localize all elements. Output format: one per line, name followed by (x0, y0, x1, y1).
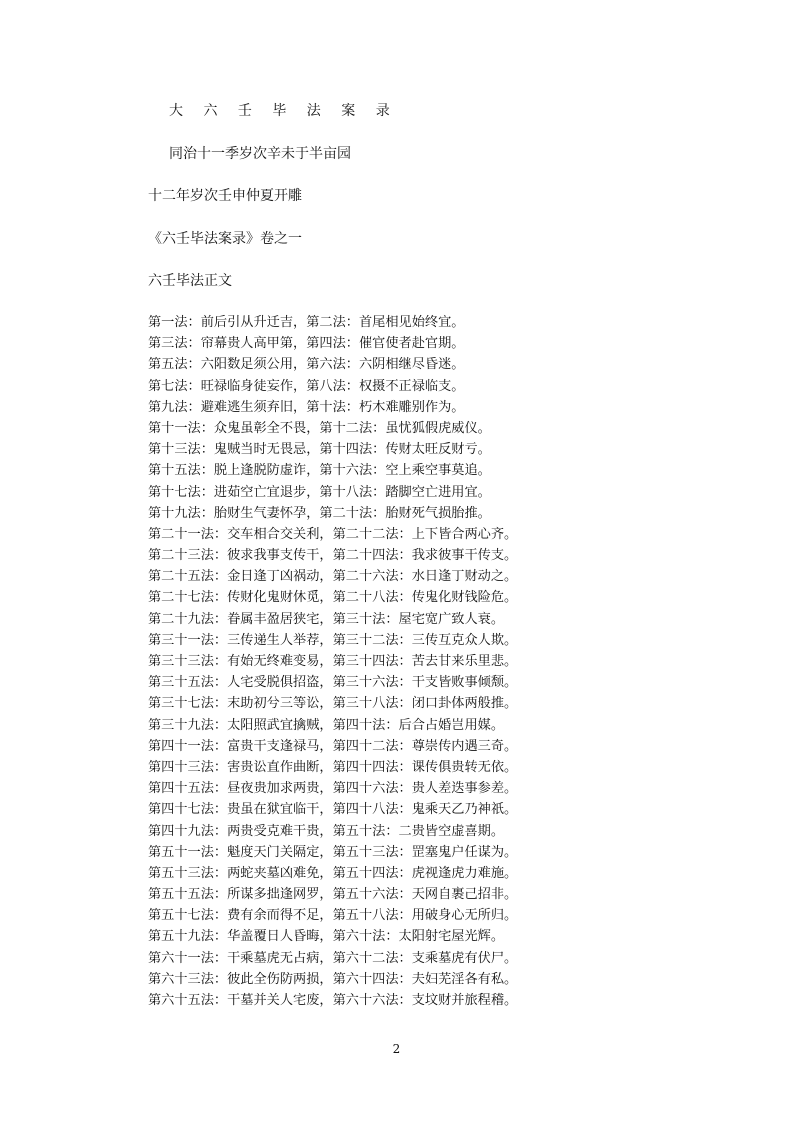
rule-line: 第二十一法：交车相合交关利，第二十二法：上下皆合两心齐。 (148, 526, 518, 542)
rule-line: 第六十一法：干乘墓虎无占病，第六十二法：支乘墓虎有伏尸。 (148, 950, 518, 966)
rule-line: 第三十一法：三传递生人举荐，第三十二法：三传互克众人欺。 (148, 632, 518, 648)
rule-line: 第六十三法：彼此全伤防两损，第六十四法：夫妇芜淫各有私。 (148, 971, 518, 987)
rule-line: 第九法：避难逃生须弃旧，第十法：朽木难雕别作为。 (148, 399, 465, 415)
rule-line: 第四十九法：两贵受克难干贵，第五十法：二贵皆空虚喜期。 (148, 823, 505, 839)
document-title: 大 六 壬 毕 法 案 录 (169, 103, 398, 119)
rule-line: 第三十七法：末助初兮三等讼，第三十八法：闭口卦体两般推。 (148, 696, 518, 712)
rule-line: 第十一法：众鬼虽彰全不畏，第十二法：虽忧狐假虎威仪。 (148, 420, 491, 436)
rule-line: 第十五法：脱上逢脱防虚诈，第十六法：空上乘空事莫追。 (148, 463, 491, 479)
rule-line: 第五十七法：费有余而得不足，第五十八法：用破身心无所归。 (148, 908, 518, 924)
rule-line: 第三十三法：有始无终难变易，第三十四法：苦去甘来乐里悲。 (148, 654, 518, 669)
volume-heading: 《六壬毕法案录》卷之一 (148, 231, 302, 247)
page-number: 2 (392, 1042, 401, 1056)
rule-line: 第二十九法：眷属丰盈居狭宅，第三十法：屋宅宽广致人衰。 (148, 611, 505, 627)
rule-line: 第四十三法：害贵讼直作曲断，第四十四法：课传俱贵转无依。 (148, 759, 518, 775)
rule-line: 第十九法：胎财生气妻怀孕，第二十法：胎财死气损胎推。 (148, 505, 491, 521)
rule-line: 第十七法：进茹空亡宜退步，第十八法：踏脚空亡进用宜。 (148, 484, 491, 500)
imprint-line: 同治十一季岁次辛未于半亩园 (169, 146, 351, 162)
section-heading: 六壬毕法正文 (148, 273, 232, 289)
rule-line: 第四十一法：富贵干支逢禄马，第四十二法：尊崇传内遇三奇。 (148, 738, 518, 754)
rule-line: 第五十九法：华盖覆日人昏晦，第六十法：太阳射宅屋光辉。 (148, 929, 505, 945)
rule-line: 第五十三法：两蛇夹墓凶难免，第五十四法：虎视逢虎力难施。 (148, 865, 518, 881)
engraving-line: 十二年岁次壬申仲夏开雕 (148, 188, 302, 204)
rule-line: 第五十五法：所谋多拙逢网罗，第五十六法：天网自裹己招非。 (148, 887, 518, 903)
rule-line: 第二十五法：金日逢丁凶祸动，第二十六法：水日逢丁财动之。 (148, 569, 518, 585)
rule-line: 第一法：前后引从升迁吉，第二法：首尾相见始终宜。 (148, 315, 465, 330)
rule-line: 第四十七法：贵虽在狱宜临干，第四十八法：鬼乘天乙乃神祇。 (148, 802, 518, 818)
rules-list (148, 312, 568, 1011)
rule-line: 第三法：帘幕贵人高甲第，第四法：催官使者赴官期。 (148, 336, 465, 352)
rule-line: 第十三法：鬼贼当时无畏忌，第十四法：传财太旺反财亏。 (148, 442, 491, 458)
rule-line: 第二十三法：彼求我事支传干，第二十四法：我求彼事干传支。 (148, 548, 518, 564)
rule-line: 第四十五法：昼夜贵加求两贵，第四十六法：贵人差迭事参差。 (148, 781, 518, 797)
rule-line: 第三十五法：人宅受脱俱招盗，第三十六法：干支皆败事倾颓。 (148, 675, 518, 691)
rule-line: 第二十七法：传财化鬼财休觅，第二十八法：传鬼化财钱险危。 (148, 590, 518, 606)
rule-line: 第五法：六阳数足须公用，第六法：六阴相继尽昏迷。 (148, 357, 465, 373)
rule-line: 第七法：旺禄临身徒妄作，第八法：权摄不正禄临支。 (148, 378, 465, 394)
rule-line: 第五十一法：魁度天门关隔定，第五十三法：罡塞鬼户任谋为。 (148, 844, 518, 860)
rule-line: 第三十九法：太阳照武宜擒贼，第四十法：后合占婚岂用媒。 (148, 717, 505, 733)
rule-line: 第六十五法：干墓并关人宅废，第六十六法：支坟财并旅程稽。 (148, 993, 518, 1008)
